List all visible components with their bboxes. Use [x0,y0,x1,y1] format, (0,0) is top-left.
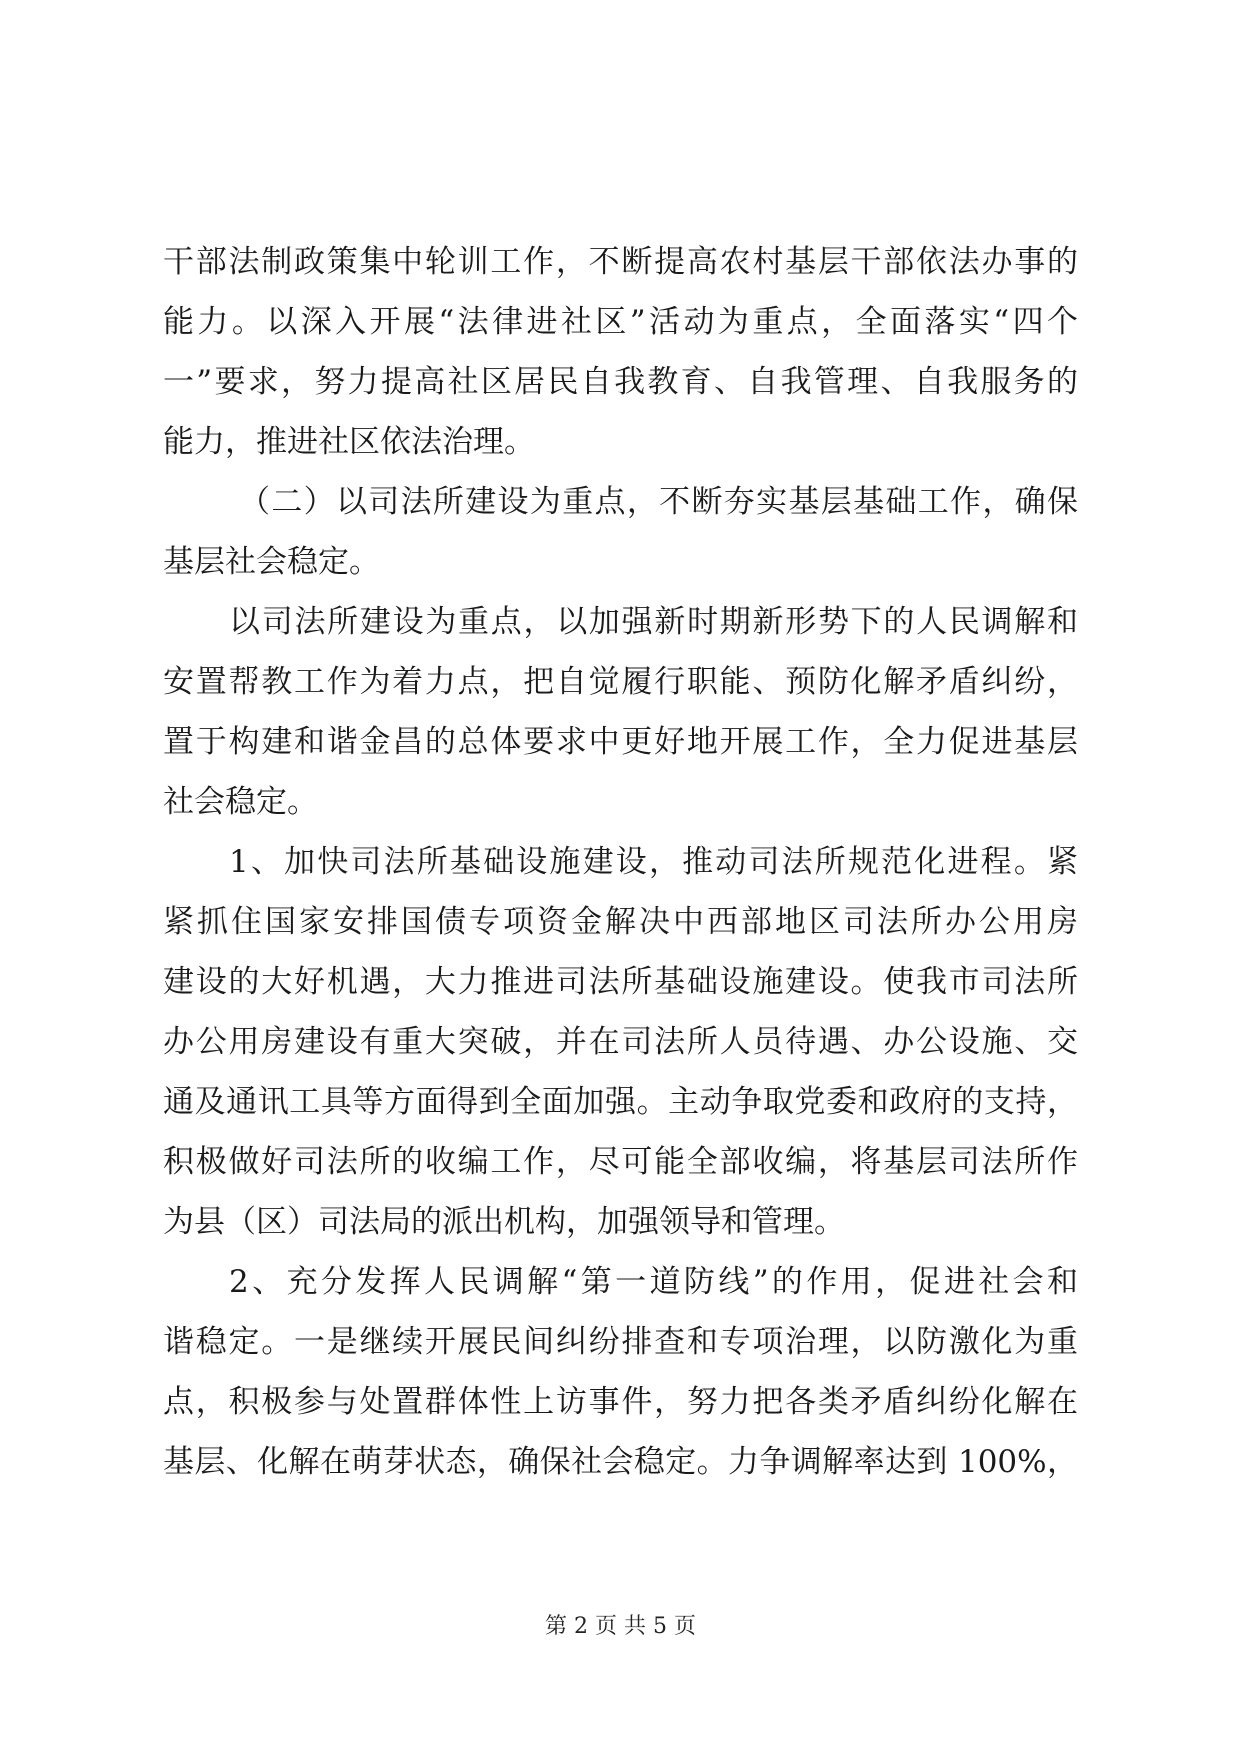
list-item-line: 2、充分发挥人民调解“第一道防线”的作用，促进社会和 [229,1264,1078,1300]
text-line: 谐稳定。一是继续开展民间纠纷排查和专项治理，以防激化为重 [163,1324,1078,1360]
text-line: 社会稳定。 [163,784,318,820]
text-line: 干部法制政策集中轮训工作，不断提高农村基层干部依法办事的 [163,244,1078,280]
text-line: 以司法所建设为重点，以加强新时期新形势下的人民调解和 [229,604,1078,640]
text-line: 为县（区）司法局的派出机构，加强领导和管理。 [163,1204,845,1240]
list-item-line: 1、加快司法所基础设施建设，推动司法所规范化进程。紧 [229,844,1078,880]
page-number-footer: 第 2 页 共 5 页 [545,1614,696,1639]
text-line: 基层、化解在萌芽状态，确保社会稳定。力争调解率达到 100%， [163,1444,1078,1480]
text-line: 置于构建和谐金昌的总体要求中更好地开展工作，全力促进基层 [163,724,1078,760]
text-line: 积极做好司法所的收编工作，尽可能全部收编，将基层司法所作 [163,1144,1078,1180]
text-line: 建设的大好机遇，大力推进司法所基础设施建设。使我市司法所 [163,964,1078,1000]
text-line: 点，积极参与处置群体性上访事件，努力把各类矛盾纠纷化解在 [163,1384,1078,1420]
text-line: 安置帮教工作为着力点，把自觉履行职能、预防化解矛盾纠纷， [163,664,1078,700]
section-heading-line: （二）以司法所建设为重点，不断夯实基层基础工作，确保 [239,484,1078,520]
text-line: 通及通讯工具等方面得到全面加强。主动争取党委和政府的支持， [163,1084,1078,1120]
text-line: 办公用房建设有重大突破，并在司法所人员待遇、办公设施、交 [163,1024,1078,1060]
text-line: 能力，推进社区依法治理。 [163,424,535,460]
text-line: 能力。以深入开展“法律进社区”活动为重点，全面落实“四个 [163,304,1078,340]
text-line: 紧抓住国家安排国债专项资金解决中西部地区司法所办公用房 [163,904,1078,940]
section-heading-line: 基层社会稳定。 [163,544,380,580]
text-line: 一”要求，努力提高社区居民自我教育、自我管理、自我服务的 [163,364,1078,400]
document-body [163,232,1078,1492]
